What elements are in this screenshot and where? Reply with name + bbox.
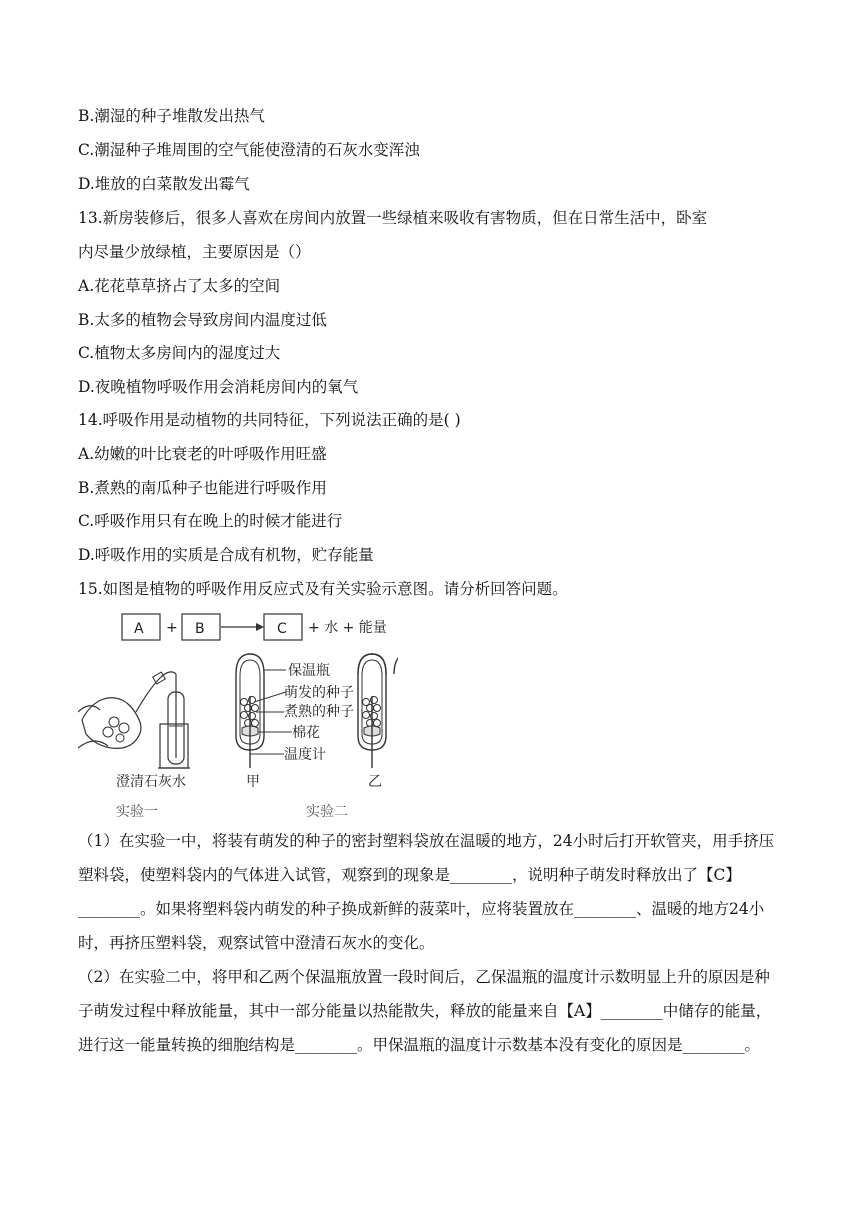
option-12-b: B.潮湿的种子堆散发出热气 <box>78 107 265 125</box>
label-limewater: 澄清石灰水 <box>116 774 186 790</box>
question-15-part-2: （2）在实验二中，将甲和乙两个保温瓶放置一段时间后，乙保温瓶的温度计示数明显上升的原因是种子萌发过程中释放能量，其中一部分能量以热能散失，释放的能量来自【A】________中储存的能量，进行这一能量转换的细胞结构是________。甲保温瓶的温度计示数基本没有变化的原因是________。 <box>78 968 772 1054</box>
label-cooked: 煮熟的种子 <box>284 704 354 720</box>
option-14-c: C.呼吸作用只有在晚上的时候才能进行 <box>78 512 343 530</box>
label-thermometer: 温度计 <box>284 747 326 763</box>
question-13-line-1: 13.新房装修后，很多人喜欢在房间内放置一些绿植来吸收有害物质，但在日常生活中，卧室 <box>78 209 708 227</box>
option-14-d: D.呼吸作用的实质是合成有机物，贮存能量 <box>78 546 374 564</box>
question-13-line-2: 内尽量少放绿植，主要原因是（） <box>78 243 311 261</box>
plus-sign: + <box>166 620 178 636</box>
option-14-b: B.煮熟的南瓜种子也能进行呼吸作用 <box>78 479 327 497</box>
arrow-head-icon <box>256 623 264 631</box>
caption-experiment-one: 实验一 <box>116 804 158 820</box>
option-13-a: A.花花草草挤占了太多的空间 <box>78 277 281 295</box>
option-14-a: A.幼嫩的叶比衰老的叶呼吸作用旺盛 <box>78 445 327 463</box>
label-yi: 乙 <box>368 774 382 790</box>
experiment-diagram <box>78 608 398 822</box>
box-b-label: B <box>195 621 205 637</box>
equation-tail: + 水 + 能量 <box>308 620 387 636</box>
box-c-label: C <box>277 621 287 637</box>
label-thermos: 保温瓶 <box>288 663 330 679</box>
box-a-label: A <box>134 621 144 637</box>
label-cotton: 棉花 <box>292 725 320 741</box>
option-13-c: C.植物太多房间内的湿度过大 <box>78 344 281 362</box>
caption-experiment-two: 实验二 <box>306 804 348 820</box>
question-14: 14.呼吸作用是动植物的共同特征，下列说法正确的是( ) <box>78 411 461 429</box>
thermos-jia <box>236 654 264 768</box>
option-12-d: D.堆放的白菜散发出霉气 <box>78 175 250 193</box>
option-13-d: D.夜晚植物呼吸作用会消耗房间内的氧气 <box>78 378 359 396</box>
thermos-yi <box>358 654 398 768</box>
label-jia: 甲 <box>246 774 260 790</box>
question-15-part-1: （1）在实验一中，将装有萌发的种子的密封塑料袋放在温暖的地方，24小时后打开软管夹，用手挤压塑料袋，使塑料袋内的气体进入试管，观察到的现象是________，说明种子萌发时释放出了【C】________。如果将塑料袋内萌发的种子换成新鲜的菠菜叶，应将装置放在________、温暖的地方24小时，再挤压塑料袋，观察试管中澄清石灰水的变化。 <box>78 832 775 952</box>
leader-germinating <box>254 692 286 702</box>
option-13-b: B.太多的植物会导致房间内温度过低 <box>78 311 327 329</box>
question-15: 15.如图是植物的呼吸作用反应式及有关实验示意图。请分析回答问题。 <box>78 580 568 598</box>
label-germinating: 萌发的种子 <box>284 685 354 701</box>
experiment-one-illustration <box>78 672 190 768</box>
option-12-c: C.潮湿种子堆周围的空气能使澄清的石灰水变浑浊 <box>78 141 420 159</box>
experiment-figure <box>78 608 398 822</box>
